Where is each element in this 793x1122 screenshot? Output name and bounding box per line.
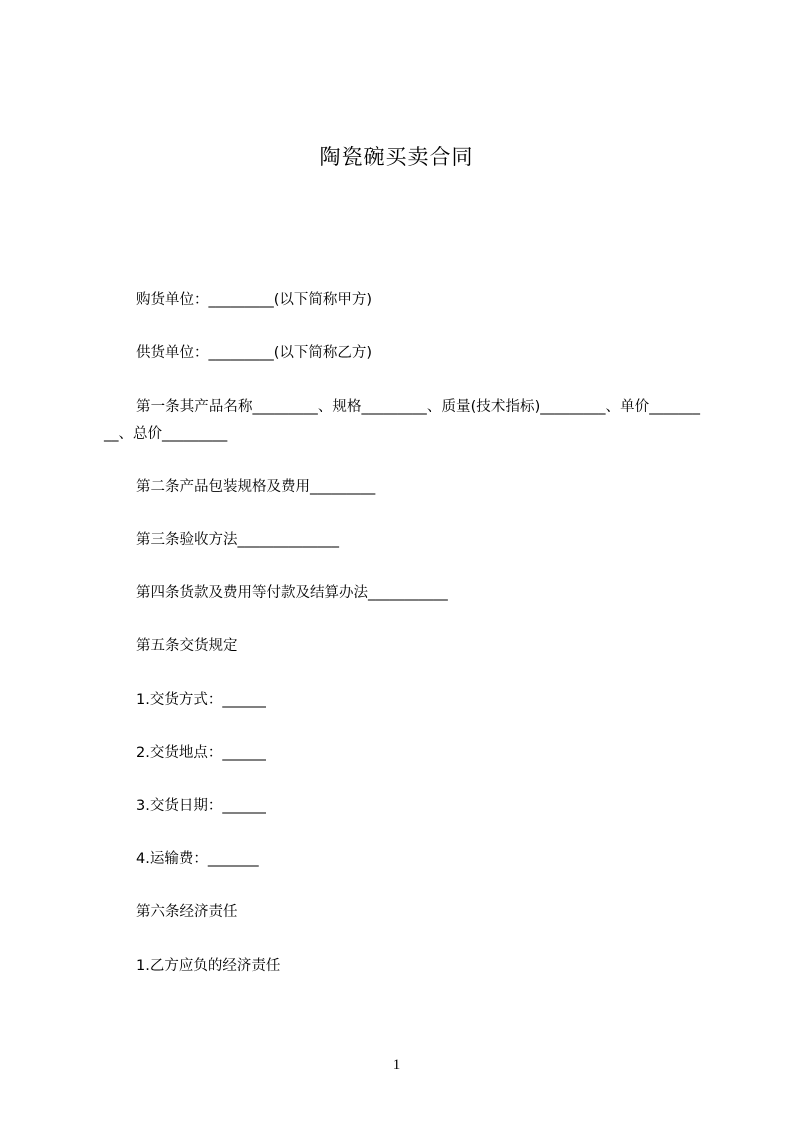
document-title: 陶瓷碗买卖合同: [319, 145, 474, 169]
seller-line: 供货单位：_________(以下简称乙方): [136, 345, 373, 361]
article-4: 第四条货款及费用等付款及结算办法___________: [136, 585, 448, 601]
article-2: 第二条产品包装规格及费用_________: [136, 479, 376, 495]
article-6: 第六条经济责任: [136, 904, 238, 920]
article-5: 第五条交货规定: [136, 638, 238, 654]
seller-liability: 1.乙方应负的经济责任: [136, 958, 281, 974]
page-number: 1: [392, 1057, 401, 1073]
delivery-location: 2.交货地点：______: [136, 745, 266, 761]
delivery-date: 3.交货日期：______: [136, 798, 266, 814]
article-3: 第三条验收方法______________: [136, 532, 339, 548]
buyer-line: 购货单位：_________(以下简称甲方): [136, 292, 373, 308]
transport-fee: 4.运输费：_______: [136, 851, 259, 867]
article-1: 第一条其产品名称_________、规格_________、质量(技术指标)_________、单价_________、总价_________: [104, 399, 700, 442]
delivery-method: 1.交货方式：______: [136, 692, 266, 708]
